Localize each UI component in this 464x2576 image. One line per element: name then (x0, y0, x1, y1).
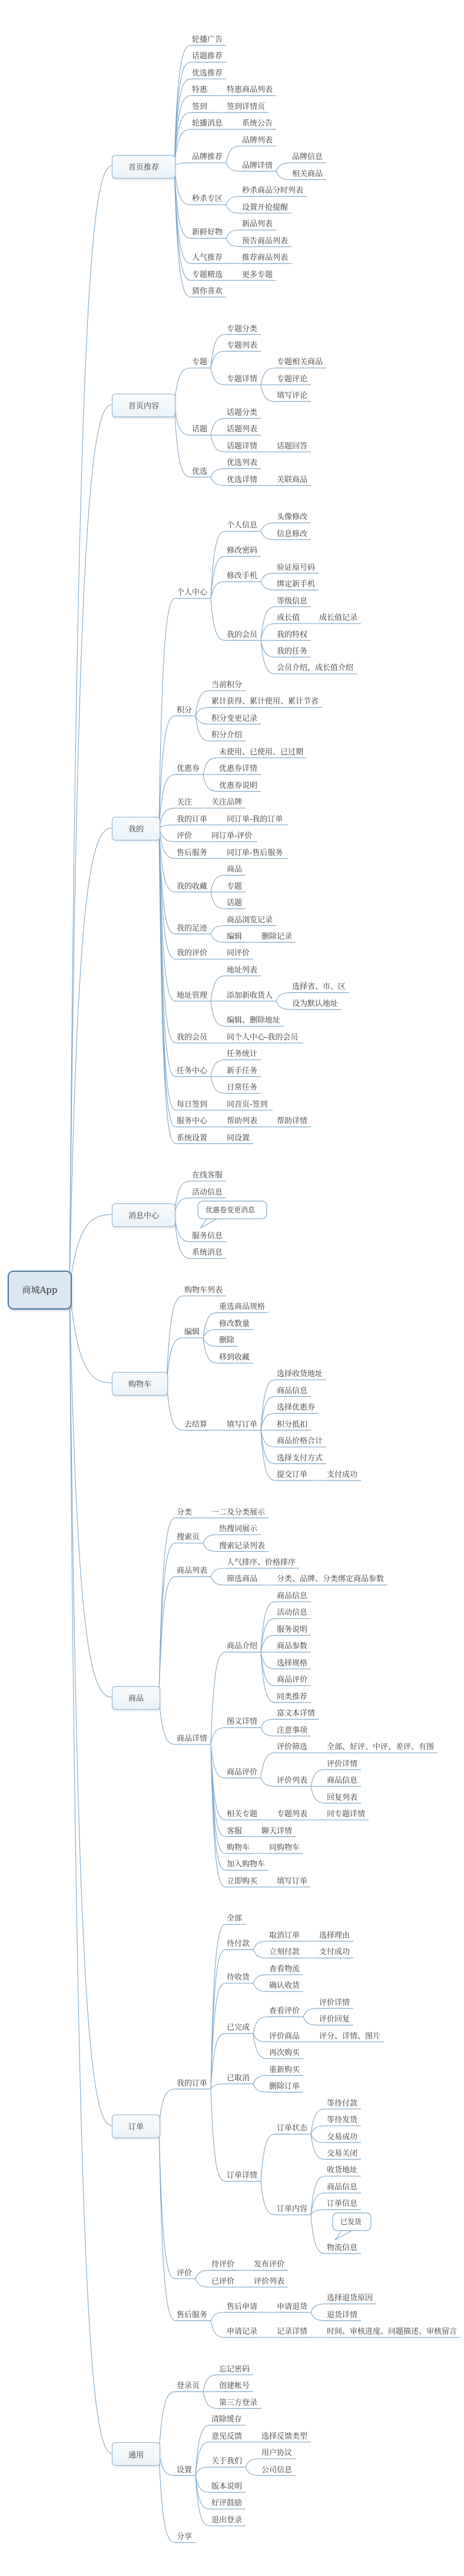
mindmap-topic[interactable]: 编辑 (184, 1328, 200, 1337)
mindmap-topic[interactable]: 我的足迹 (177, 923, 208, 933)
mindmap-topic[interactable]: 积分介绍 (211, 731, 243, 740)
mindmap-topic[interactable]: 选择反馈类型 (261, 2432, 308, 2441)
mindmap-topic[interactable]: 话题列表 (227, 425, 258, 434)
mindmap-topic[interactable]: 话题 (227, 899, 243, 908)
mindmap-topic[interactable]: 图文详情 (227, 1717, 258, 1727)
mindmap-branch-topic[interactable]: 消息中心 (112, 1203, 175, 1227)
mindmap-topic[interactable]: 支付成功 (319, 1948, 350, 1957)
mindmap-topic[interactable]: 评价列表 (254, 2277, 285, 2286)
mindmap-topic[interactable]: 客服 (227, 1826, 243, 1836)
mindmap-topic[interactable]: 绑定新手机 (277, 580, 316, 589)
mindmap-topic[interactable]: 秒杀商品分时列表 (242, 186, 304, 196)
callout-label: 优惠卷变更消息 (206, 1206, 256, 1215)
mindmap-topic[interactable]: 全部、好评、中评、差评、有图 (327, 1743, 435, 1752)
mindmap-topic[interactable]: 同购物车 (269, 1843, 300, 1852)
mindmap-topic[interactable]: 交易关闭 (327, 2149, 358, 2158)
mindmap-topic[interactable]: 成长值 (277, 614, 300, 623)
mindmap-topic[interactable]: 任务统计 (227, 1050, 258, 1059)
mindmap-topic[interactable]: 等级信息 (277, 596, 308, 606)
mindmap-topic[interactable]: 商品评价 (277, 1675, 308, 1685)
mindmap-topic[interactable]: 推荐商品列表 (242, 253, 289, 263)
mindmap-topic[interactable]: 修改手机 (227, 571, 258, 580)
mindmap-topic[interactable]: 移到收藏 (219, 1353, 250, 1362)
mindmap-topic[interactable]: 时间、审核进度、问题描述、审核留言 (327, 2327, 458, 2337)
mindmap-topic[interactable]: 再次购买 (269, 2049, 300, 2058)
mindmap-topic[interactable]: 我的评价 (177, 949, 208, 958)
mindmap-topic[interactable]: 注意事项 (277, 1726, 308, 1735)
mindmap-topic[interactable]: 分类 (177, 1508, 193, 1517)
mindmap-topic[interactable]: 版本说明 (211, 2482, 243, 2491)
mindmap-topic[interactable]: 已取消 (227, 2073, 250, 2083)
mindmap-topic[interactable]: 评价筛选 (277, 1743, 308, 1752)
mindmap-topic[interactable]: 每日签到 (177, 1100, 208, 1109)
mindmap-topic[interactable]: 话题分类 (227, 408, 258, 417)
mindmap-topic[interactable]: 系统消息 (192, 1248, 223, 1258)
mindmap-topic[interactable]: 专题相关商品 (277, 358, 323, 367)
mindmap-topic[interactable]: 搜索页 (177, 1533, 200, 1542)
mindmap-topic[interactable]: 活动信息 (277, 1608, 308, 1618)
mindmap-topic[interactable]: 已评价 (211, 2277, 235, 2286)
mindmap-topic[interactable]: 购物车列表 (184, 1285, 223, 1295)
mindmap-topic[interactable]: 系统设置 (177, 1133, 208, 1143)
mindmap-topic[interactable]: 新手任务 (227, 1066, 258, 1076)
mindmap-topic[interactable]: 添加新收货人 (227, 991, 273, 1000)
mindmap-topic[interactable]: 搜索记录列表 (219, 1541, 266, 1551)
mindmap-topic[interactable]: 个人中心 (177, 588, 208, 598)
mindmap-topic[interactable]: 特惠商品列表 (227, 85, 273, 95)
mindmap-topic[interactable]: 同评价 (227, 949, 250, 958)
mindmap-topic[interactable]: 商品详情 (177, 1734, 208, 1743)
mindmap-topic[interactable]: 用户协议 (261, 2449, 293, 2458)
mindmap-topic[interactable]: 专题精选 (192, 270, 223, 279)
mindmap-topic[interactable]: 选择优惠券 (277, 1403, 316, 1413)
mindmap-topic[interactable]: 选择收货地址 (277, 1370, 323, 1379)
mindmap-topic[interactable]: 交易成功 (327, 2132, 358, 2142)
mindmap-topic[interactable]: 话题推荐 (192, 52, 223, 61)
mindmap-topic[interactable]: 选择退货原因 (327, 2294, 373, 2303)
mindmap-topic[interactable]: 系统公告 (242, 119, 273, 128)
mindmap-topic[interactable]: 服务中心 (177, 1117, 208, 1126)
mindmap-topic[interactable]: 售后服务 (177, 848, 208, 857)
mindmap-topic[interactable]: 品牌推荐 (192, 153, 223, 162)
mindmap-topic[interactable]: 退货详情 (327, 2310, 358, 2320)
mindmap-topic[interactable]: 筛选商品 (227, 1575, 258, 1584)
mindmap-topic[interactable]: 选择规格 (277, 1658, 308, 1668)
mindmap-topic[interactable]: 专题 (227, 882, 243, 891)
mindmap-topic[interactable]: 同个人中心-我的会员 (227, 1033, 299, 1042)
mindmap-topic[interactable]: 取消订单 (269, 1931, 300, 1940)
mindmap-topic[interactable]: 登录页 (177, 2382, 200, 2391)
mindmap-topic[interactable]: 一二及分类展示 (211, 1508, 266, 1517)
mindmap-topic[interactable]: 记录详情 (277, 2327, 308, 2337)
mindmap-topic[interactable]: 同专题详情 (327, 1810, 366, 1819)
mindmap-topic[interactable]: 支付成功 (327, 1470, 358, 1480)
callout-bubble[interactable] (333, 2213, 371, 2240)
mindmap-topic[interactable]: 积分变更记录 (211, 714, 258, 723)
mindmap-branch-topic[interactable]: 首页内容 (112, 394, 175, 417)
mindmap-topic[interactable]: 优惠券详情 (219, 764, 258, 774)
mindmap-topic[interactable]: 商品浏览记录 (227, 915, 273, 925)
mindmap-topic[interactable]: 未使用、已使用、已过期 (219, 747, 304, 757)
mindmap-topic[interactable]: 专题列表 (277, 1810, 308, 1819)
mindmap-topic[interactable]: 热搜词展示 (219, 1525, 258, 1534)
mindmap-topic[interactable]: 去结算 (184, 1420, 208, 1429)
mindmap-topic[interactable]: 商品信息 (327, 2182, 358, 2192)
mindmap-topic[interactable]: 签到 (192, 102, 208, 111)
callout-bubble[interactable] (198, 1201, 267, 1228)
mindmap-topic[interactable]: 修改数量 (219, 1319, 250, 1328)
mindmap-branch-topic[interactable]: 我的 (112, 817, 160, 840)
mindmap-topic[interactable]: 特惠 (192, 85, 208, 95)
mindmap-topic[interactable]: 优选详情 (227, 475, 258, 484)
mindmap-topic[interactable]: 签到详情页 (227, 102, 266, 111)
mindmap-topic[interactable]: 查看评价 (269, 2006, 300, 2016)
mindmap-topic[interactable]: 关于我们 (211, 2457, 243, 2466)
mindmap-topic[interactable]: 当前积分 (211, 680, 243, 690)
mindmap-topic[interactable]: 关联商品 (277, 475, 308, 484)
mindmap-topic[interactable]: 删除 (219, 1336, 235, 1345)
mindmap-branch-topic[interactable]: 首页推荐 (112, 155, 175, 179)
mindmap-topic[interactable]: 相关专题 (227, 1810, 258, 1819)
mindmap-topic[interactable]: 待付款 (227, 1940, 250, 1949)
mindmap-topic[interactable]: 商品介绍 (227, 1642, 258, 1651)
mindmap-topic[interactable]: 评价列表 (277, 1776, 308, 1786)
mindmap-topic[interactable]: 品牌列表 (242, 136, 273, 145)
mindmap-topic[interactable]: 地址管理 (177, 991, 208, 1000)
mindmap-topic[interactable]: 品牌详情 (242, 161, 273, 170)
mindmap-topic[interactable]: 第三方登录 (219, 2398, 258, 2407)
mindmap-topic[interactable]: 待收货 (227, 1973, 250, 1983)
mindmap-topic[interactable]: 填写订单 (277, 1876, 308, 1886)
mindmap-topic[interactable]: 订单详情 (227, 2171, 258, 2181)
mindmap-topic[interactable]: 商品信息 (277, 1591, 308, 1601)
mindmap-topic[interactable]: 申请退货 (277, 2302, 308, 2311)
mindmap-topic[interactable]: 收货地址 (327, 2166, 358, 2175)
mindmap-topic[interactable]: 我的会员 (177, 1033, 208, 1042)
mindmap-topic[interactable]: 分类、品牌、分类绑定商品参数 (277, 1575, 385, 1584)
mindmap-topic[interactable]: 专题详情 (227, 374, 258, 384)
mindmap-topic[interactable]: 轮播广告 (192, 35, 223, 44)
mindmap-branch-topic[interactable]: 商品 (112, 1686, 160, 1710)
mindmap-topic[interactable]: 帮助列表 (227, 1117, 258, 1126)
mindmap-topic[interactable]: 商品价格合计 (277, 1437, 323, 1446)
mindmap-topic[interactable]: 退出登录 (211, 2515, 243, 2525)
mindmap-topic[interactable]: 任务中心 (177, 1066, 208, 1076)
mindmap-topic[interactable]: 我的会员 (227, 630, 258, 639)
mindmap-topic[interactable]: 优惠券说明 (219, 781, 258, 790)
mindmap-topic[interactable]: 商品 (227, 865, 243, 875)
mindmap-topic[interactable]: 同设置 (227, 1133, 250, 1143)
mindmap-topic[interactable]: 新鲜好物 (192, 228, 223, 238)
mindmap-topic[interactable]: 商品列表 (177, 1566, 208, 1576)
mindmap-topic[interactable]: 提交订单 (277, 1470, 308, 1480)
mindmap-topic[interactable]: 验证原号码 (277, 563, 316, 572)
mindmap-topic[interactable]: 优选 (192, 467, 208, 476)
mindmap-topic[interactable]: 帮助详情 (277, 1117, 308, 1126)
mindmap-topic[interactable]: 查看物流 (269, 1964, 300, 1974)
mindmap-topic[interactable]: 同首页-签到 (227, 1100, 268, 1109)
callout-label: 已发货 (340, 2217, 362, 2226)
mindmap-topic[interactable]: 删除记录 (261, 932, 293, 941)
mindmap-topic[interactable]: 商品评价 (227, 1767, 258, 1777)
mindmap-topic[interactable]: 评价详情 (319, 1998, 350, 2007)
mindmap-topic[interactable]: 信息修改 (277, 529, 308, 539)
mindmap-topic[interactable]: 物流信息 (327, 2243, 358, 2252)
mindmap-branch-topic[interactable]: 通用 (112, 2442, 160, 2466)
mindmap-topic[interactable]: 订单状态 (277, 2124, 308, 2133)
mindmap-topic[interactable]: 清除缓存 (211, 2415, 243, 2425)
mindmap-branch-topic[interactable]: 订单 (112, 2115, 160, 2138)
mindmap-topic[interactable]: 优选列表 (227, 459, 258, 468)
mindmap-topic[interactable]: 删除订单 (269, 2082, 300, 2092)
mindmap-topic[interactable]: 评价详情 (327, 1759, 358, 1769)
mindmap-topic[interactable]: 更多专题 (242, 270, 273, 279)
mindmap-topic[interactable]: 订单信息 (327, 2199, 358, 2209)
mindmap-topic[interactable]: 重选商品规格 (219, 1302, 266, 1312)
mindmap-branch-topic[interactable]: 购物车 (112, 1372, 168, 1396)
mindmap-topic[interactable]: 同类推荐 (277, 1692, 308, 1701)
mindmap-topic[interactable]: 申请记录 (227, 2327, 258, 2337)
mindmap-topic[interactable]: 我的任务 (277, 647, 308, 656)
mindmap-topic[interactable]: 商品参数 (277, 1642, 308, 1651)
mindmap-topic[interactable]: 评价 (177, 832, 193, 841)
mindmap-topic[interactable]: 地址列表 (227, 965, 258, 975)
mindmap-topic[interactable]: 关注 (177, 798, 193, 807)
mindmap-topic[interactable]: 我的订单 (177, 814, 208, 824)
mindmap-topic[interactable]: 创建帐号 (219, 2382, 250, 2391)
mindmap-topic[interactable]: 优惠券 (177, 764, 200, 774)
mindmap-topic[interactable]: 个人信息 (227, 521, 258, 530)
mindmap-topic[interactable]: 我的收藏 (177, 882, 208, 891)
mindmap-topic[interactable]: 在线客服 (192, 1171, 223, 1180)
mindmap-topic[interactable]: 话题详情 (227, 441, 258, 451)
mindmap-topic[interactable]: 回复列表 (327, 1793, 358, 1802)
mindmap-topic[interactable]: 轮播消息 (192, 119, 223, 128)
mindmap-topic[interactable]: 人气排序、价格排序 (227, 1558, 296, 1567)
mindmap-topic[interactable]: 成长值记录 (319, 614, 358, 623)
mindmap-topic[interactable]: 购物车 (227, 1843, 250, 1852)
mindmap-topic[interactable]: 话题 (192, 425, 208, 434)
mindmap-topic[interactable]: 售后服务 (177, 2310, 208, 2320)
mindmap-topic[interactable]: 专题 (192, 358, 208, 367)
mindmap-topic[interactable]: 关注品牌 (211, 798, 243, 807)
mindmap-topic[interactable]: 商品信息 (327, 1776, 358, 1786)
mindmap-topic[interactable]: 专题评论 (277, 374, 308, 384)
mindmap-topic[interactable]: 活动信息 (192, 1188, 223, 1197)
mindmap-topic[interactable]: 评价回复 (319, 2015, 350, 2024)
mindmap-topic[interactable]: 选择省、市、区 (292, 982, 346, 992)
mindmap-topic[interactable]: 设为默认地址 (292, 999, 339, 1008)
mindmap-topic[interactable]: 编辑、删除地址 (227, 1016, 281, 1025)
mindmap-topic[interactable]: 话题回答 (277, 441, 308, 451)
mindmap-topic[interactable]: 全部 (227, 1914, 243, 1924)
mindmap-topic[interactable]: 已完成 (227, 2023, 250, 2033)
mindmap-topic[interactable]: 会员介绍、成长值介绍 (277, 664, 354, 673)
mindmap-topic[interactable]: 选择支付方式 (277, 1453, 323, 1463)
mindmap-topic[interactable]: 等待发货 (327, 2116, 358, 2125)
mindmap-topic[interactable]: 立刻付款 (269, 1948, 300, 1957)
mindmap-topic[interactable]: 加入购物车 (227, 1860, 266, 1869)
mindmap-topic[interactable]: 累计获得、累计使用、累计节省 (211, 697, 319, 707)
mindmap-topic[interactable]: 修改密码 (227, 546, 258, 556)
mindmap-topic[interactable]: 评价商品 (269, 2031, 300, 2041)
mindmap-topic[interactable]: 聊天详情 (261, 1826, 293, 1836)
mindmap-topic[interactable]: 填写评论 (277, 391, 308, 401)
mindmap-topic[interactable]: 公司信息 (261, 2465, 293, 2475)
mindmap-topic[interactable]: 重新购买 (269, 2065, 300, 2074)
mindmap-topic[interactable]: 同订单-我的订单 (227, 814, 283, 824)
mindmap-topic[interactable]: 新品列表 (242, 220, 273, 229)
mindmap-topic[interactable]: 优选推荐 (192, 68, 223, 78)
mindmap-topic[interactable]: 头像修改 (277, 513, 308, 522)
mindmap-topic[interactable]: 服务信息 (192, 1232, 223, 1241)
mindmap-topic[interactable]: 专题分类 (227, 324, 258, 334)
mindmap-topic[interactable]: 待评价 (211, 2260, 235, 2270)
mindmap-topic[interactable]: 编辑 (227, 932, 243, 941)
mindmap-topic[interactable]: 立即购买 (227, 1876, 258, 1886)
mindmap-topic[interactable]: 服务说明 (277, 1625, 308, 1634)
mindmap-topic[interactable]: 猜你喜欢 (192, 287, 223, 296)
mindmap-topic[interactable]: 同订单-评价 (211, 832, 253, 841)
mindmap-topic[interactable]: 品牌信息 (292, 153, 323, 162)
mindmap-topic[interactable]: 设置 (177, 2465, 193, 2475)
mindmap-topic[interactable]: 意见反馈 (211, 2432, 243, 2441)
mindmap-topic[interactable]: 评价 (177, 2268, 193, 2278)
mindmap-topic[interactable]: 积分 (177, 705, 193, 715)
mindmap-topic[interactable]: 等待付款 (327, 2099, 358, 2108)
mindmap-topic[interactable]: 商品信息 (277, 1386, 308, 1396)
mindmap-topic[interactable]: 同订单-售后服务 (227, 848, 283, 857)
mindmap-topic[interactable]: 填写订单 (227, 1420, 258, 1429)
mindmap-topic[interactable]: 售后申请 (227, 2302, 258, 2311)
mindmap-topic[interactable]: 富文本详情 (277, 1709, 316, 1719)
mindmap-topic[interactable]: 我的订单 (177, 2079, 208, 2088)
mindmap-topic[interactable]: 我的特权 (277, 630, 308, 639)
mindmap-topic[interactable]: 日常任务 (227, 1083, 258, 1093)
mindmap-root-topic[interactable]: 商城App (8, 1271, 72, 1310)
mindmap-topic[interactable]: 预告商品列表 (242, 236, 289, 246)
mindmap-topic[interactable]: 人气推荐 (192, 253, 223, 263)
mindmap-topic[interactable]: 分享 (177, 2532, 193, 2542)
mindmap-topic[interactable]: 相关商品 (292, 169, 323, 179)
mindmap-topic[interactable]: 专题列表 (227, 341, 258, 350)
mindmap-topic[interactable]: 设置开抢提醒 (242, 203, 289, 212)
mindmap-topic[interactable]: 忘记密码 (219, 2364, 250, 2374)
mindmap-topic[interactable]: 确认收货 (269, 1981, 300, 1991)
mindmap-topic[interactable]: 评分、详情、图片 (319, 2031, 381, 2041)
mindmap-topic[interactable]: 好评鼓励 (211, 2499, 243, 2508)
mindmap-topic[interactable]: 发布评价 (254, 2260, 285, 2270)
mindmap-topic[interactable]: 订单内容 (277, 2205, 308, 2214)
mindmap-topic[interactable]: 选择理由 (319, 1931, 350, 1940)
mindmap-topic[interactable]: 秒杀专区 (192, 194, 223, 204)
mindmap-topic[interactable]: 积分抵扣 (277, 1420, 308, 1429)
